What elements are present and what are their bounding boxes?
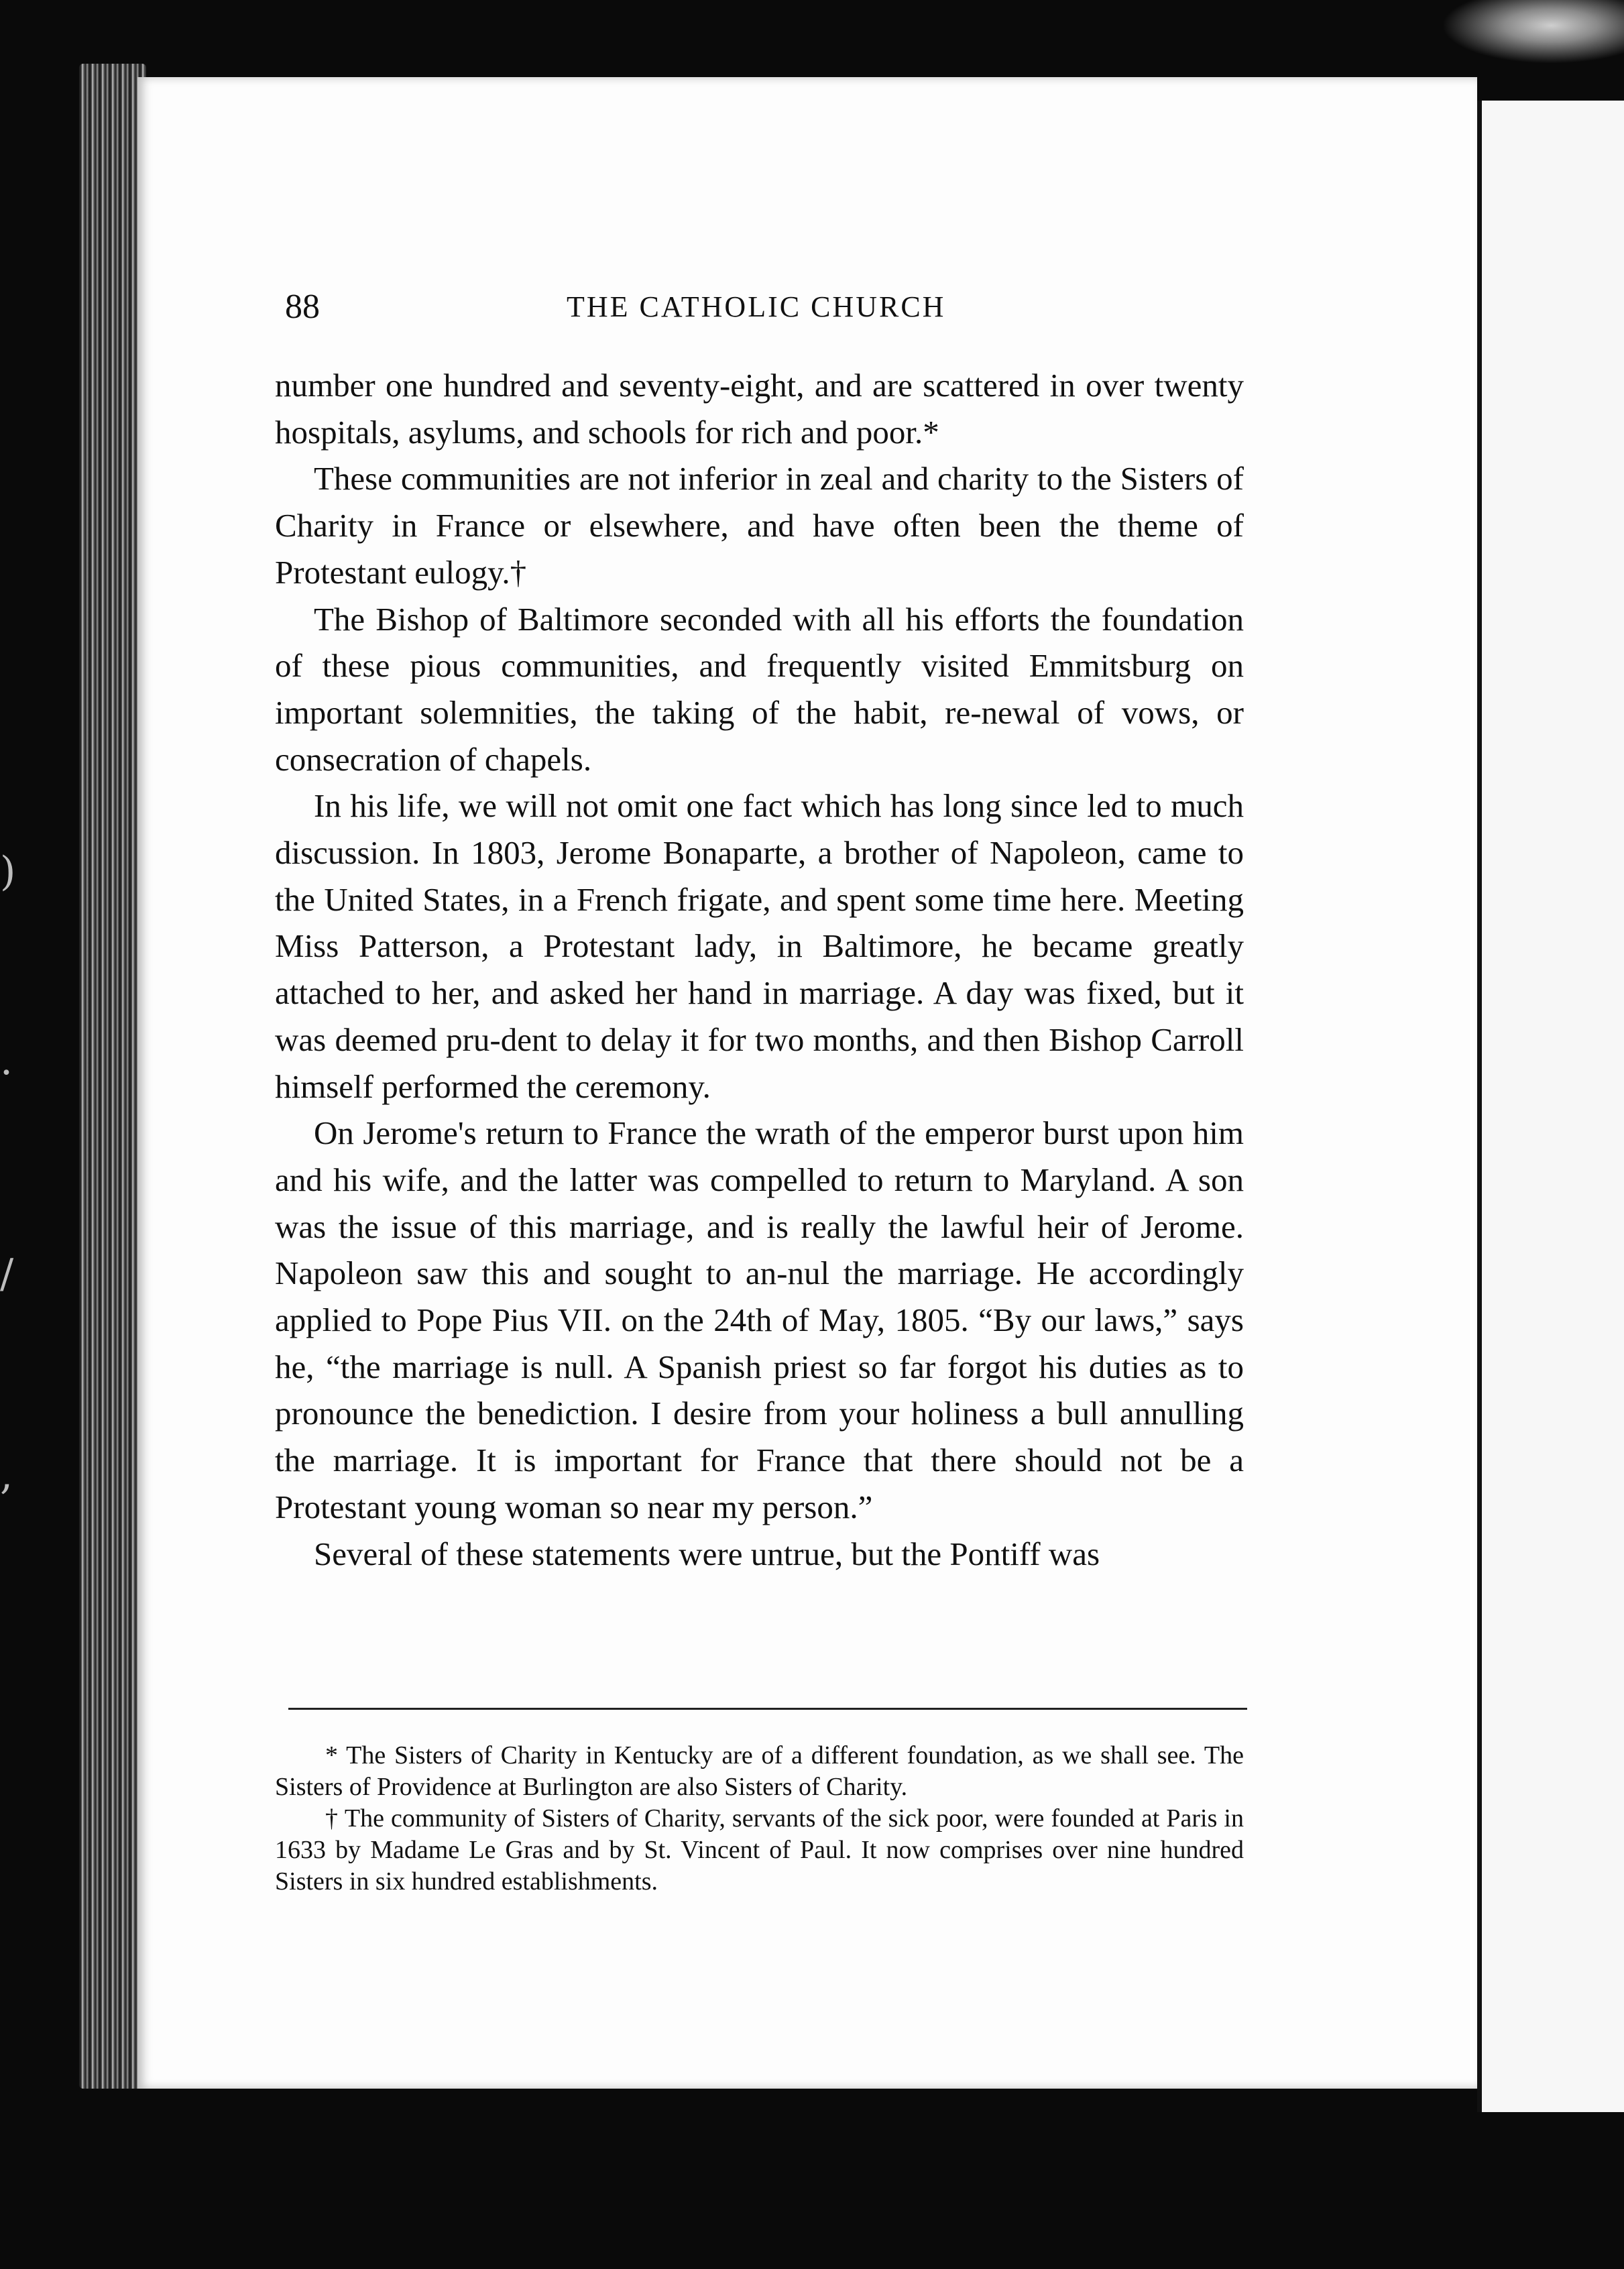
footnote: * The Sisters of Charity in Kentucky are of a different foundation, as we shall see. The Sisters of Providence at Burlington are also Sisters of Charity. [275,1741,1244,1801]
running-head-title: THE CATHOLIC CHURCH [567,290,946,323]
page-number: 88 [285,288,320,326]
paragraph: These communities are not inferior in zeal and charity to the Sisters of Charity in France or elsewhere, and have often been the theme of Protestant eulogy.† [275,460,1244,591]
facing-page-edge [1477,101,1624,2112]
body-text [275,362,1244,1577]
footnote: † The community of Sisters of Charity, servants of the sick poor, were founded at Paris in 1633 by Madame Le Gras and by St. Vincent of Paul. It now comprises over nine hundred Sisters in six hundred establishments. [275,1804,1244,1896]
paragraph: number one hundred and seventy-eight, and are scattered in over twenty hospitals, asylums, and schools for rich and poor.* [275,367,1244,451]
scan-corner-blot [1442,0,1624,64]
footnotes [275,1740,1244,1898]
paragraph: Several of these statements were untrue, but the Pontiff was [314,1535,1100,1572]
paragraph: The Bishop of Baltimore seconded with all his efforts the foundation of these pious communities, and frequently visited Emmitsburg on important solemnities, the taking of the habit, re-newal of vows, or consecration of chapels. [275,600,1244,778]
running-head [285,287,1251,341]
paragraph: On Jerome's return to France the wrath of the emperor burst upon him and his wife, and the latter was compelled to return to Maryland. A son was the issue of this marriage, and is really the lawful heir of Jerome. Napoleon saw this and sought to an-nul the marriage. He accordingly applied to Pope Pius VII. on the 24th of May, 1805. “By our laws,” says he, “the marriage is null. A Spanish priest so far forgot his duties as to pronounce the benediction. I desire from your holiness a bull annulling the marriage. It is important for France that there should not be a Protestant young woman so near my person.” [275,1114,1244,1525]
book-spine [79,64,146,2089]
left-margin-specks: ) · / , [0,848,16,1499]
footnote-rule [288,1708,1247,1710]
paragraph: In his life, we will not omit one fact which has long since led to much discussion. In 1803, Jerome Bonaparte, a brother of Napoleon, came to the United States, in a French frigate, and spent some time here. Meeting Miss Patterson, a Protestant lady, in Baltimore, he became greatly attached to her, and asked her hand in marriage. A day was fixed, but it was deemed pru-dent to delay it for two months, and then Bishop Carroll himself performed the ceremony. [275,787,1244,1105]
